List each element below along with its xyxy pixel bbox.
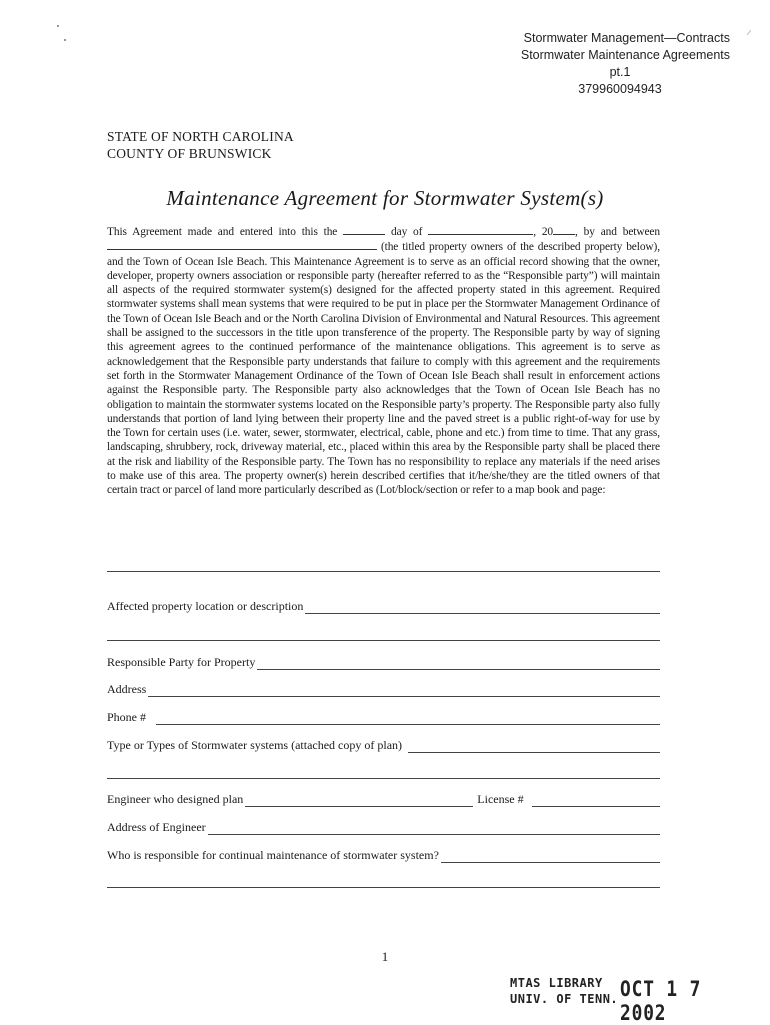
engineer-row bbox=[107, 791, 660, 807]
header-line-id: 379960094943 bbox=[578, 82, 662, 96]
address-line[interactable] bbox=[148, 684, 660, 697]
system-types-row bbox=[107, 737, 660, 753]
scan-speck bbox=[57, 25, 59, 27]
license-line[interactable] bbox=[532, 794, 660, 807]
jurisdiction-block bbox=[107, 128, 294, 162]
agreement-titled: (the titled property owners of the described bbox=[380, 241, 581, 254]
month-blank[interactable] bbox=[428, 224, 533, 235]
header-line-category: Stormwater Management—Contracts bbox=[523, 31, 730, 45]
affected-property-row bbox=[107, 598, 660, 614]
lot-description-line[interactable] bbox=[107, 571, 660, 572]
phone-label: Phone # bbox=[107, 710, 146, 724]
affected-property-line[interactable] bbox=[305, 601, 660, 614]
state-line: STATE OF NORTH CAROLINA bbox=[107, 129, 294, 144]
county-line: COUNTY OF BRUNSWICK bbox=[107, 146, 272, 161]
agreement-between: between bbox=[622, 226, 660, 238]
library-stamp bbox=[510, 975, 618, 1007]
engineer-address-row bbox=[107, 819, 660, 835]
header-line-part: pt.1 bbox=[609, 65, 631, 79]
responsible-party-label: Responsible Party for Property bbox=[107, 655, 256, 669]
affected-property-extra-line[interactable] bbox=[107, 640, 660, 641]
engineer-address-line[interactable] bbox=[208, 822, 660, 835]
phone-line[interactable] bbox=[156, 712, 660, 725]
agreement-year: , 20 bbox=[533, 226, 554, 238]
corner-scan-mark: ᐟ bbox=[746, 29, 752, 44]
year-blank[interactable] bbox=[553, 224, 575, 235]
page-number: 1 bbox=[381, 949, 389, 964]
day-blank[interactable] bbox=[343, 224, 385, 235]
engineer-label: Engineer who designed plan bbox=[107, 792, 244, 806]
stamp-library-line: MTAS LIBRARY bbox=[510, 976, 603, 990]
agreement-body: property below), and the Town of Ocean Isle Beach. This Maintenance Agreement is to serve as an official record showing that the owner, developer, property owners association or responsible party (hereafter referred to as the “Responsible party”) will maintain all aspects of the required stormwater system(s) designed for the affected property stated in this agreement. Required stormwater systems shall mean systems that were required to be put in place per the Stormwater Management Ordinance of the Town of Ocean Isle Beach and or the North Carolina Division of Environmental and Natural Resources. This agreement shall be assigned to the successors in the title upon transference of the property. The Responsible party by way of signing this agreement agrees to the continued performance of the maintenance obligations. This agreement is to serve as acknowledgement that the Responsible party understands that failure to comply with this agreement and the requirements set forth in the Stormwater Management Ordinance of the Town of Ocean Isle Beach shall result in enforcement actions against the Responsible party. The Responsible party also acknowledges that the Town of Ocean Isle Beach has no obligation to maintain the stormwater systems located on the Responsible party’s property. The Responsible party also fully understands that portion of land lying between their property line and the paved street is a public right-of-way for use by the Town for certain uses (i.e. water, sewer, stormwater, electrical, cable, phone and etc.) from time to time. That any grass, landscaping, shrubbery, rock, driveway material, etc., placed within this area by the Responsible party shall be placed there at the risk and liability of the Responsible party. The Town has no responsibility to replace any materials if the need arises to make use of this area. The property owner(s) herein described certifies that it/he/she/they are the titled owners of that certain tract or parcel of land more particularly described as (Lot/block/section or refer to a map book and page: bbox=[107, 241, 660, 497]
responsible-party-line[interactable] bbox=[257, 657, 660, 670]
engineer-line[interactable] bbox=[245, 794, 473, 807]
engineer-address-label: Address of Engineer bbox=[107, 820, 206, 834]
owner-name-blank[interactable] bbox=[107, 239, 377, 250]
address-row bbox=[107, 681, 660, 697]
maintenance-line[interactable] bbox=[441, 850, 660, 863]
agreement-byand: , by and bbox=[575, 226, 617, 238]
agreement-dayof: day of bbox=[391, 226, 423, 238]
document-title: Maintenance Agreement for Stormwater System(s) bbox=[166, 186, 604, 210]
scan-speck bbox=[64, 39, 66, 41]
phone-row bbox=[107, 709, 660, 725]
agreement-paragraph bbox=[107, 224, 660, 498]
system-types-label: Type or Types of Stormwater systems (attached copy of plan) bbox=[107, 738, 403, 752]
maintenance-extra-line[interactable] bbox=[107, 887, 660, 888]
system-types-line[interactable] bbox=[408, 740, 660, 753]
system-types-extra-line[interactable] bbox=[107, 778, 660, 779]
header-line-subcategory: Stormwater Maintenance Agreements bbox=[520, 48, 730, 62]
stamp-university-line: UNIV. OF TENN. bbox=[510, 992, 619, 1006]
responsible-party-row bbox=[107, 654, 660, 670]
affected-property-label: Affected property location or description bbox=[107, 599, 304, 613]
stamp-date: OCT 1 7 2002 bbox=[620, 977, 702, 1025]
agreement-intro: This Agreement made and entered into this the bbox=[107, 226, 338, 238]
maintenance-row bbox=[107, 847, 660, 863]
license-label: License # bbox=[477, 792, 524, 806]
address-label: Address bbox=[107, 682, 147, 696]
maintenance-label: Who is responsible for continual maintenance of stormwater system? bbox=[107, 848, 439, 862]
document-header bbox=[470, 30, 730, 98]
